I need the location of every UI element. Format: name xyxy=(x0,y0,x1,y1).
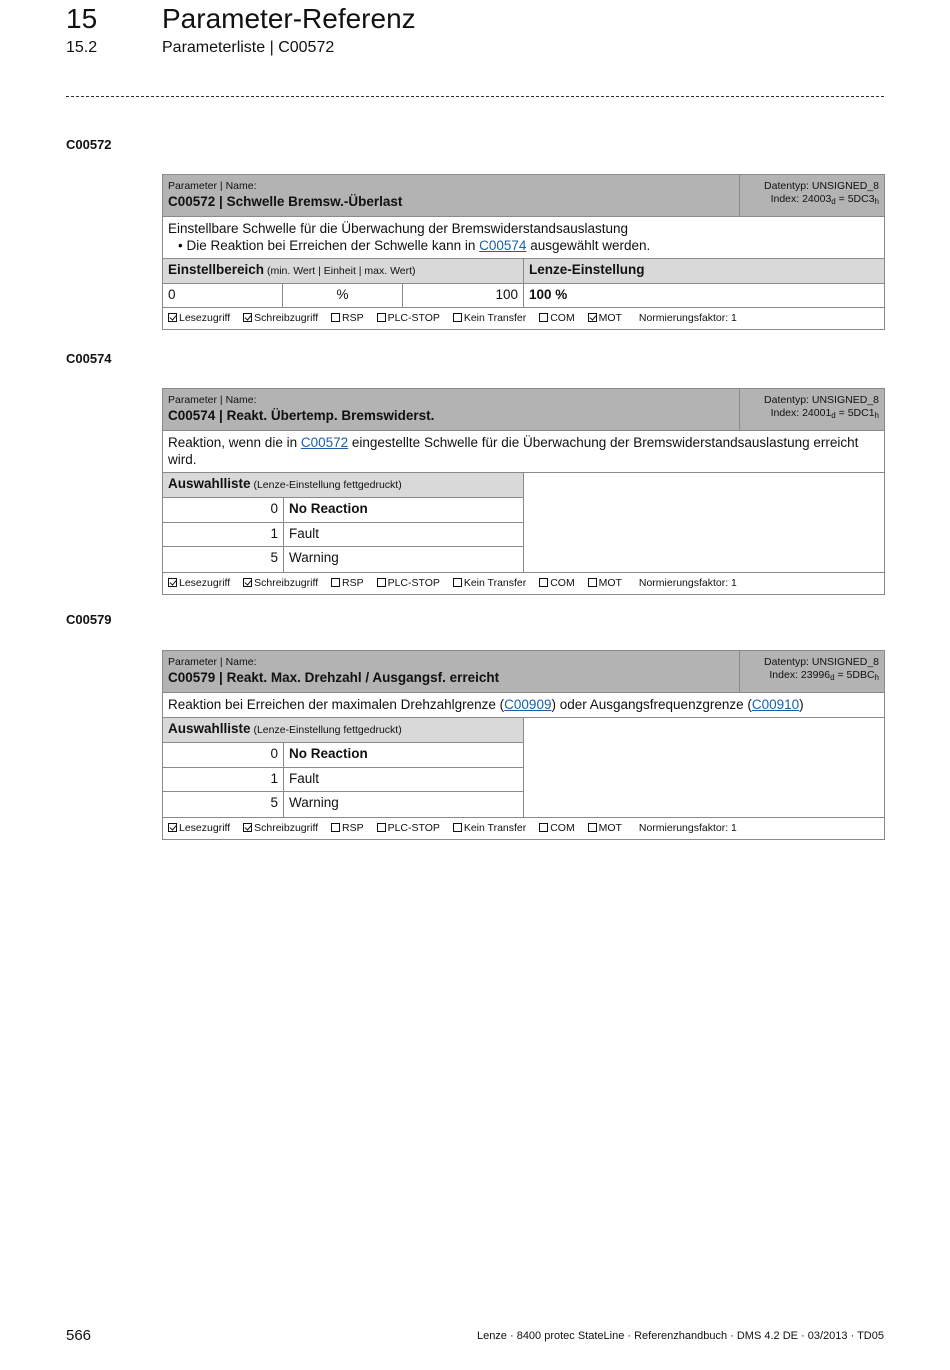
index: Index: $24003_d = 5DC3_h$ xyxy=(770,193,879,206)
lenze-setting: 100 % xyxy=(529,287,568,302)
param-table-header xyxy=(163,389,884,431)
param-name-label: Parameter | Name: xyxy=(168,656,257,668)
access-flags: Lesezugriff Schreibzugriff RSP PLC-STOP Kein Transfer COM MOT Normierungsfaktor: 1 xyxy=(163,818,884,839)
param-heading: C00574 xyxy=(66,351,112,366)
link-c00572[interactable]: C00572 xyxy=(300,435,349,450)
param-description: Einstellbare Schwelle für die Überwachung der Bremswiderstandsauslastung • Die Reaktion bei Erreichen der Schwelle kann in C00574 ausgewählt werden. xyxy=(163,217,884,259)
list-item: 0 No Reaction xyxy=(163,743,523,768)
access-flags: Lesezugriff Schreibzugriff RSP PLC-STOP Kein Transfer COM MOT Normierungsfaktor: 1 xyxy=(163,308,884,329)
checkbox-checked-icon xyxy=(243,823,252,832)
range-values xyxy=(163,284,884,308)
checkbox-checked-icon xyxy=(243,578,252,587)
checkbox-empty-icon xyxy=(453,823,462,832)
param-table-c00574 xyxy=(162,388,885,595)
list-item: 1 Fault xyxy=(163,523,523,548)
checkbox-empty-icon xyxy=(539,823,548,832)
checkbox-checked-icon xyxy=(168,578,177,587)
param-table-header xyxy=(163,651,884,693)
param-table-header xyxy=(163,175,884,217)
checkbox-empty-icon xyxy=(453,313,462,322)
param-name: C00579 | Reakt. Max. Drehzahl / Ausgangsf. erreicht xyxy=(168,670,500,685)
link-c00910[interactable]: C00910 xyxy=(751,697,800,712)
checkbox-empty-icon xyxy=(539,578,548,587)
header-divider xyxy=(66,96,884,97)
section-number: 15.2 xyxy=(66,39,98,56)
index: Index: $24001_d = 5DC1_h$ xyxy=(770,407,879,420)
param-heading: C00572 xyxy=(66,137,112,152)
index: Index: $23996_d = 5DBC_h$ xyxy=(769,669,879,682)
param-name-label: Parameter | Name: xyxy=(168,394,257,406)
list-item: 0 No Reaction xyxy=(163,498,523,523)
datatype: Datentyp: UNSIGNED_8 xyxy=(764,180,879,192)
checkbox-empty-icon xyxy=(377,313,386,322)
datatype: Datentyp: UNSIGNED_8 xyxy=(764,394,879,406)
link-c00909[interactable]: C00909 xyxy=(504,697,552,712)
param-heading: C00579 xyxy=(66,612,112,627)
range-header: Einstellbereich (min. Wert | Einheit | max. Wert) Lenze-Einstellung xyxy=(163,259,884,284)
range-max: 100 xyxy=(403,284,524,307)
checkbox-empty-icon xyxy=(588,578,597,587)
param-table-c00572 xyxy=(162,174,885,330)
section-title: Parameterliste | C00572 xyxy=(162,39,335,56)
list-item: 5 Warning xyxy=(163,792,523,817)
range-min: 0 xyxy=(163,284,283,307)
checkbox-empty-icon xyxy=(331,578,340,587)
param-name: C00574 | Reakt. Übertemp. Bremswiderst. xyxy=(168,408,435,423)
param-description: Reaktion, wenn die in C00572 eingestellte Schwelle für die Überwachung der Bremswiderstandsauslastung erreicht wird. xyxy=(163,431,884,473)
checkbox-checked-icon xyxy=(168,313,177,322)
checkbox-empty-icon xyxy=(539,313,548,322)
chapter-number: 15 xyxy=(66,3,98,34)
checkbox-checked-icon xyxy=(588,313,597,322)
selection-list: Auswahlliste (Lenze-Einstellung fettgedruckt) 0 No Reaction 1 Fault 5 Warning xyxy=(163,718,884,818)
selection-list: Auswahlliste (Lenze-Einstellung fettgedruckt) 0 No Reaction 1 Fault 5 Warning xyxy=(163,473,884,573)
access-flags: Lesezugriff Schreibzugriff RSP PLC-STOP Kein Transfer COM MOT Normierungsfaktor: 1 xyxy=(163,573,884,594)
checkbox-empty-icon xyxy=(377,578,386,587)
footer-text: Lenze · 8400 protec StateLine · Referenzhandbuch · DMS 4.2 DE · 03/2013 · TD05 xyxy=(476,1330,884,1342)
checkbox-empty-icon xyxy=(331,823,340,832)
list-item: 1 Fault xyxy=(163,768,523,793)
checkbox-checked-icon xyxy=(243,313,252,322)
param-name: C00572 | Schwelle Bremsw.-Überlast xyxy=(168,194,403,209)
checkbox-empty-icon xyxy=(453,578,462,587)
param-description: Reaktion bei Erreichen der maximalen Drehzahlgrenze (C00909) oder Ausgangsfrequenzgrenze (C00910) xyxy=(163,693,884,718)
checkbox-checked-icon xyxy=(168,823,177,832)
param-table-c00579 xyxy=(162,650,885,840)
chapter-title: Parameter-Referenz xyxy=(162,3,416,34)
checkbox-empty-icon xyxy=(331,313,340,322)
page-number: 566 xyxy=(66,1327,92,1344)
checkbox-empty-icon xyxy=(377,823,386,832)
list-item: 5 Warning xyxy=(163,547,523,572)
range-unit: % xyxy=(283,284,403,307)
checkbox-empty-icon xyxy=(588,823,597,832)
datatype: Datentyp: UNSIGNED_8 xyxy=(764,656,879,668)
param-name-label: Parameter | Name: xyxy=(168,180,257,192)
link-c00574[interactable]: C00574 xyxy=(479,238,527,253)
